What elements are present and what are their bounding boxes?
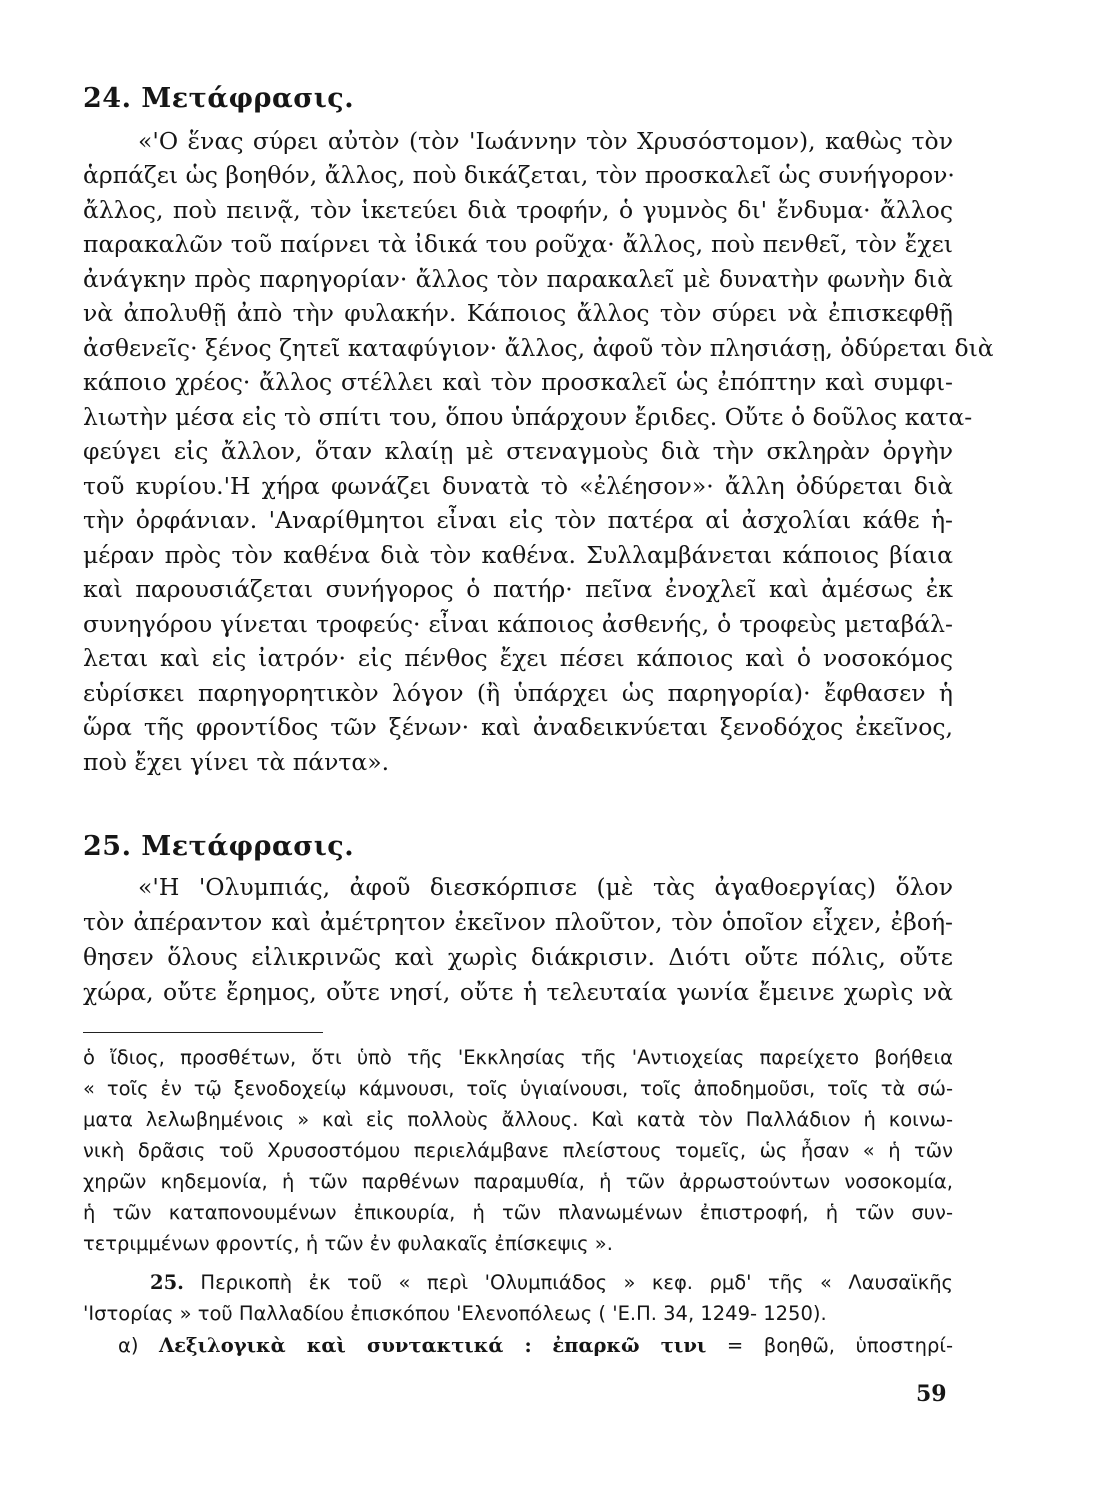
text-line: «'Ο ἕνας σύρει αὐτὸν (τὸν 'Ιωάννην τὸν Χρυσόστομον), καθὼς τὸν	[138, 127, 953, 155]
item-heading: Λεξιλογικὰ καὶ συντακτικά :	[159, 1334, 532, 1357]
footnote-line: ματα λελωβημένοις » καὶ εἰς πολλοὺς ἄλλους. Καὶ κατὰ τὸν Παλλάδιον ἡ κοινω-	[83, 1108, 953, 1131]
item-label: α)	[118, 1334, 139, 1357]
footnote-line: « τοῖς ἐν τῷ ξενοδοχείῳ κάμνουσι, τοῖς ὑγιαίνουσι, τοῖς ἀποδημοῦσι, τοῖς τὰ σώ-	[83, 1077, 953, 1100]
text-line: «'Η 'Ολυμπιάς, ἀφοῦ διεσκόρπισε (μὲ τὰς ἀγαθοεργίας) ὅλον	[138, 873, 953, 901]
section-24-title: 24. Μετάφρασις.	[83, 83, 355, 114]
text-line: κάποιο χρέος· ἄλλος στέλλει καὶ τὸν προσκαλεῖ ὡς ἐπόπτην καὶ συμφι-	[83, 368, 953, 396]
text-line: τοῦ κυρίου.'Η χήρα φωνάζει δυνατὰ τὸ «ἐλέησον»· ἄλλη ὀδύρεται διὰ	[83, 472, 953, 500]
item-term: ἐπαρκῶ τινι	[552, 1334, 707, 1357]
footnote-item-a	[118, 1333, 953, 1359]
text-line: φεύγει εἰς ἄλλον, ὅταν κλαίῃ μὲ στεναγμοὺς διὰ τὴν σκληρὰν ὀργὴν	[83, 437, 953, 465]
text-line: παρακαλῶν τοῦ παίρνει τὰ ἰδικά του ροῦχα· ἄλλος, ποὺ πενθεῖ, τὸν ἔχει	[83, 230, 953, 258]
text-line: ἀσθενεῖς· ξένος ζητεῖ καταφύγιον· ἄλλος, ἀφοῦ τὸν πλησιάσῃ, ὀδύρεται διὰ	[83, 334, 994, 362]
item-text: βοηθῶ, ὑποστηρί-	[763, 1334, 953, 1357]
text-line: συνηγόρου γίνεται τροφεύς· εἶναι κάποιος ἀσθενής, ὁ τροφεὺς μεταβάλ-	[83, 610, 953, 638]
text-line: μέραν πρὸς τὸν καθένα διὰ τὸν καθένα. Συλλαμβάνεται κάποιος βίαια	[83, 541, 953, 569]
text-line: καὶ παρουσιάζεται συνήγορος ὁ πατήρ· πεῖνα ἐνοχλεῖ καὶ ἀμέσως ἐκ	[83, 575, 953, 603]
text-line: ὥρα τῆς φροντίδος τῶν ξένων· καὶ ἀναδεικνύεται ξενοδόχος ἐκεῖνος,	[83, 713, 953, 741]
text-line: λεται καὶ εἰς ἰατρόν· εἰς πένθος ἔχει πέσει κάποιος καὶ ὁ νοσοκόμος	[83, 644, 953, 672]
footnote-divider	[83, 1032, 323, 1033]
text-line: ἀνάγκην πρὸς παρηγορίαν· ἄλλος τὸν παρακαλεῖ μὲ δυνατὴν φωνὴν διὰ	[83, 265, 953, 293]
text-line: ἄλλος, ποὺ πεινᾷ, τὸν ἱκετεύει διὰ τροφήν, ὁ γυμνὸς δι' ἔνδυμα· ἄλλος	[83, 196, 953, 224]
text-line: νὰ ἀπολυθῇ ἀπὸ τὴν φυλακήν. Κάποιος ἄλλος τὸν σύρει νὰ ἐπισκεφθῇ	[83, 299, 953, 327]
footnote-line: νικὴ δρᾶσις τοῦ Χρυσοστόμου περιελάμβανε πλείστους τομεῖς, ὡς ἦσαν « ἡ τῶν	[83, 1139, 953, 1162]
text-line: ποὺ ἔχει γίνει τὰ πάντα».	[83, 748, 390, 776]
footnote-text: Περικοπὴ ἐκ τοῦ « περὶ 'Ολυμπιάδος » κεφ. ρμδ' τῆς « Λαυσαϊκῆς	[200, 1271, 953, 1294]
text-line: τὸν ἀπέραντον καὶ ἀμέτρητον ἐκεῖνον πλοῦτον, τὸν ὁποῖον εἶχεν, ἐβοή-	[83, 908, 953, 936]
footnote-number: 25.	[150, 1271, 184, 1294]
page-number: 59	[916, 1381, 947, 1407]
text-line: ἁρπάζει ὡς βοηθόν, ἄλλος, ποὺ δικάζεται, τὸν προσκαλεῖ ὡς συνήγορον·	[83, 161, 955, 189]
text-line: θησεν ὅλους εἰλικρινῶς καὶ χωρὶς διάκρισιν. Διότι οὔτε πόλις, οὔτε	[83, 943, 953, 971]
footnote-line: χηρῶν κηδεμονία, ἡ τῶν παρθένων παραμυθία, ἡ τῶν ἀρρωστούντων νοσοκομία,	[83, 1170, 953, 1193]
footnote-line: 'Ιστορίας » τοῦ Παλλαδίου ἐπισκόπου 'Ελενοπόλεως ( 'Ε.Π. 34, 1249- 1250).	[83, 1302, 827, 1325]
footnote-line: ἡ τῶν καταπονουμένων ἐπικουρία, ἡ τῶν πλανωμένων ἐπιστροφή, ἡ τῶν συν-	[83, 1201, 953, 1224]
section-25-title: 25. Μετάφρασις.	[83, 831, 355, 862]
footnote-line	[150, 1270, 953, 1296]
text-line: χώρα, οὔτε ἔρημος, οὔτε νησί, οὔτε ἡ τελευταία γωνία ἔμεινε χωρὶς νὰ	[83, 978, 953, 1006]
footnote-line: ὁ ἴδιος, προσθέτων, ὅτι ὑπὸ τῆς 'Εκκλησίας τῆς 'Αντιοχείας παρείχετο βοήθεια	[83, 1046, 953, 1069]
item-equals: =	[726, 1334, 744, 1357]
text-line: τὴν ὀρφάνιαν. 'Αναρίθμητοι εἶναι εἰς τὸν πατέρα αἱ ἀσχολίαι κάθε ἡ-	[83, 506, 953, 534]
text-line: εὑρίσκει παρηγορητικὸν λόγον (ἢ ὑπάρχει ὡς παρηγορία)· ἔφθασεν ἡ	[83, 679, 953, 707]
footnote-line: τετριμμένων φροντίς, ἡ τῶν ἐν φυλακαῖς ἐπίσκεψις ».	[83, 1232, 613, 1255]
text-line: λιωτὴν μέσα εἰς τὸ σπίτι του, ὅπου ὑπάρχουν ἔριδες. Οὔτε ὁ δοῦλος κατα-	[83, 403, 973, 431]
